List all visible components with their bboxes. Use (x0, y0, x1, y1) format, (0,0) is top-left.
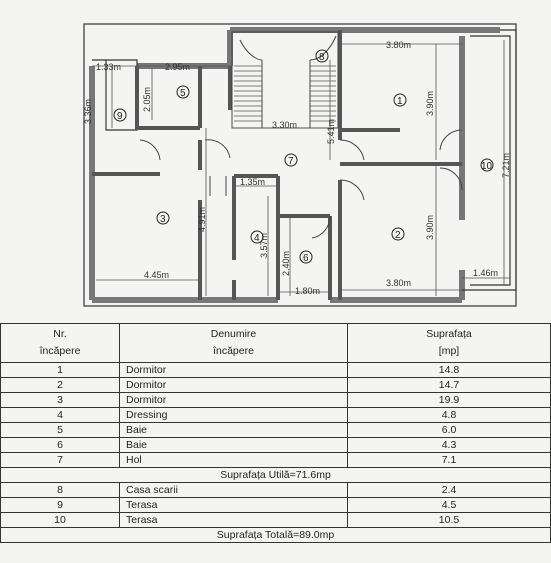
table-row: 9 Terasa 4.5 (1, 498, 551, 513)
dim-3-57: 3.57m (259, 232, 269, 258)
room-number-3: 3 (160, 214, 166, 225)
table-row: 6 Baie 4.3 (1, 438, 551, 453)
table-row: 10 Terasa 10.5 (1, 513, 551, 528)
dim-7-21: 7.21m (501, 152, 511, 178)
room-number-2: 2 (395, 230, 401, 241)
dim-3-36: 3.36m (83, 98, 93, 124)
room-number-4: 4 (254, 233, 260, 244)
table-header (1, 324, 551, 363)
table-row: 4 Dressing 4.8 (1, 408, 551, 423)
dim-1-35: 1.35m (240, 177, 266, 187)
table-row: 7 Hol 7.1 (1, 453, 551, 468)
room-area-table (0, 323, 551, 543)
dim-3-90-bot: 3.90m (425, 214, 435, 240)
header-area: Suprafața [mp] (348, 324, 551, 363)
dim-3-30: 3.30m (272, 120, 298, 130)
useful-total-row: Suprafața Utilă=71.6mp (1, 468, 551, 483)
dim-2-05: 2.05m (142, 86, 152, 112)
table-row: 8 Casa scarii 2.4 (1, 483, 551, 498)
table-row: 5 Baie 6.0 (1, 423, 551, 438)
header-nr: Nr. încăpere (1, 324, 120, 363)
table-row: 2 Dormitor 14.7 (1, 378, 551, 393)
dim-5-41: 5.41m (326, 118, 336, 144)
dim-3-90-top: 3.90m (425, 90, 435, 116)
dim-1-33: 1.33m (96, 62, 122, 72)
table-row: 3 Dormitor 19.9 (1, 393, 551, 408)
room-number-1: 1 (397, 96, 403, 107)
dim-1-46: 1.46m (473, 268, 499, 278)
header-name: Denumire încăpere (120, 324, 348, 363)
room-number-10: 10 (481, 161, 493, 172)
dim-3-80-bot: 3.80m (386, 278, 412, 288)
room-number-9: 9 (117, 111, 123, 122)
dim-3-80-top: 3.80m (386, 40, 412, 50)
dim-2-95: 2.95m (165, 62, 191, 72)
room-number-6: 6 (303, 253, 309, 264)
dim-4-45: 4.45m (144, 270, 170, 280)
grand-total-row: Suprafața Totală=89.0mp (1, 528, 551, 543)
dim-4-91: 4.91m (197, 206, 207, 232)
room-number-8: 8 (319, 52, 325, 63)
room-number-7: 7 (288, 156, 294, 167)
stair-treads (234, 66, 336, 121)
table-row: 1 Dormitor 14.8 (1, 363, 551, 378)
dim-1-80: 1.80m (295, 286, 321, 296)
room-number-5: 5 (180, 88, 186, 99)
dim-2-40: 2.40m (281, 250, 291, 276)
